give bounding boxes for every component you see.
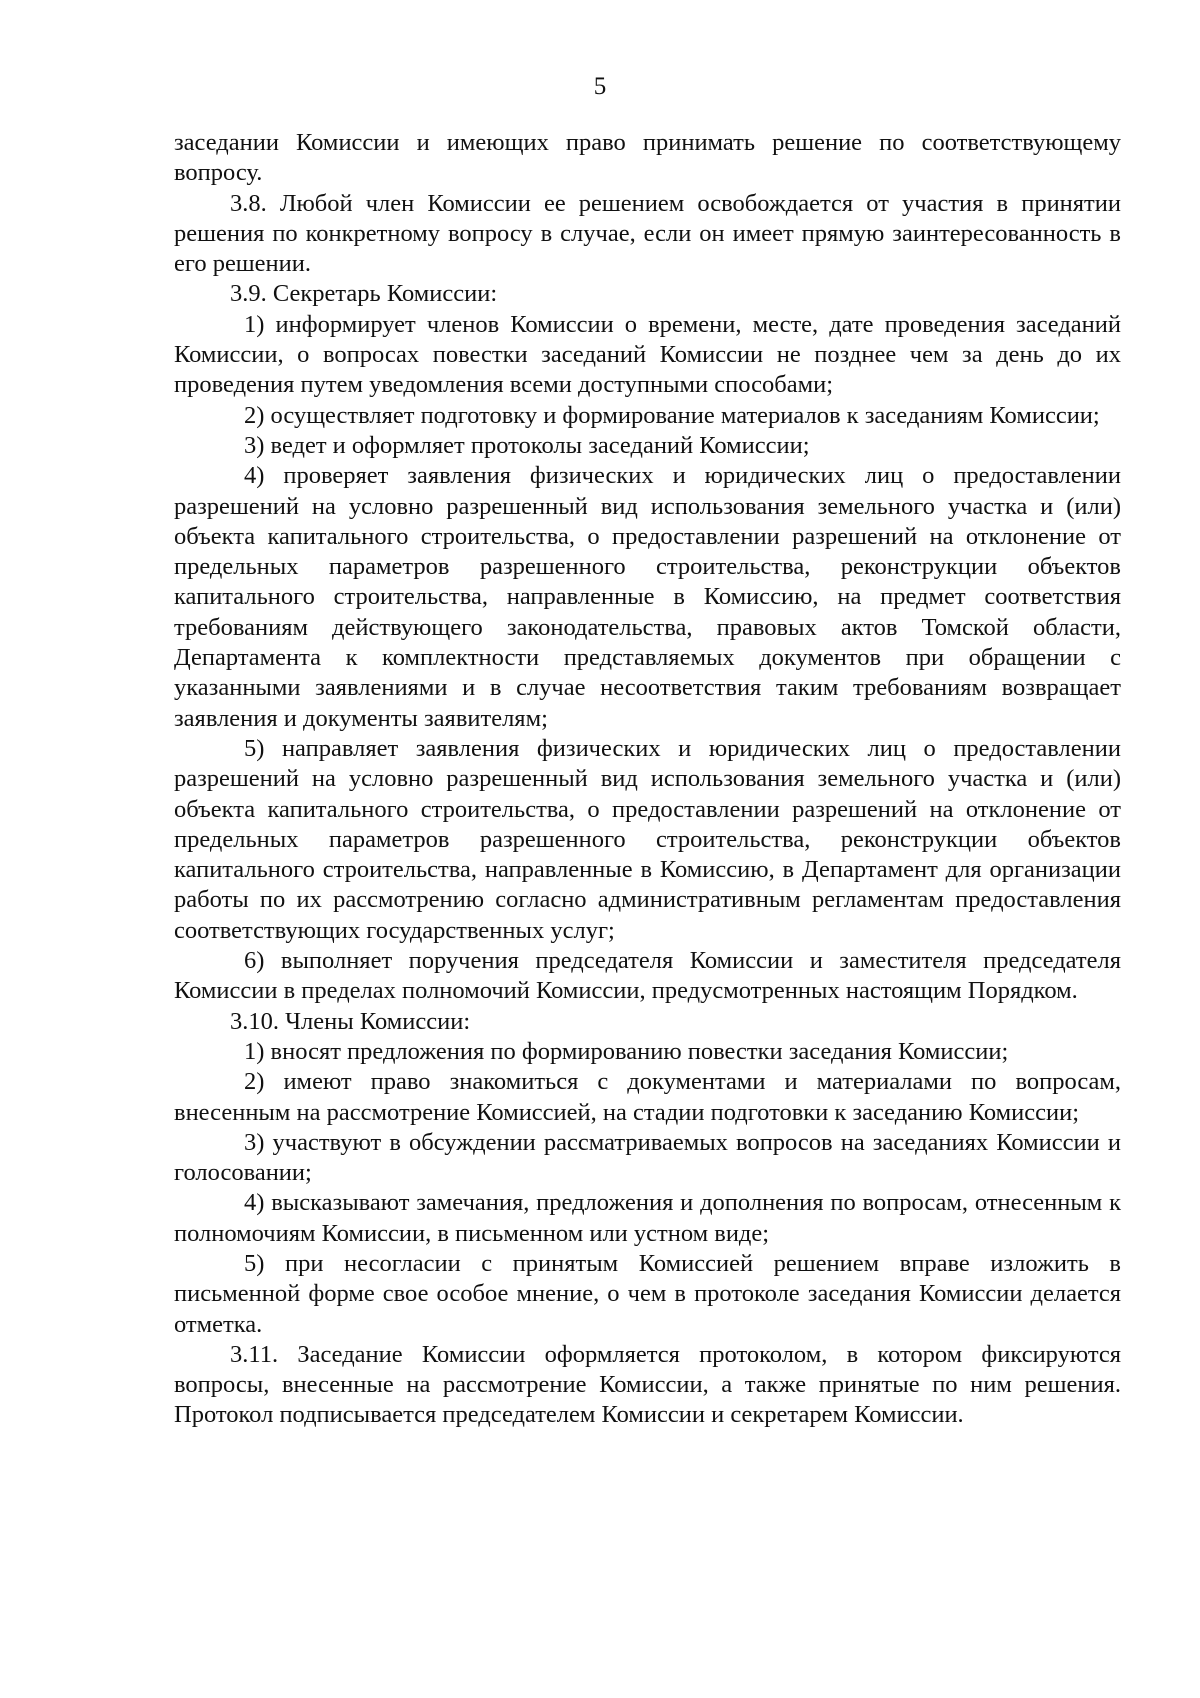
- paragraph-3-8: 3.8. Любой член Комиссии ее решением освобождается от участия в принятии решения по конкретному вопросу в случае, если он имеет прямую заинтересованность в его решении.: [174, 189, 1121, 278]
- list-item-3-10-3: 3) участвуют в обсуждении рассматриваемых вопросов на заседаниях Комиссии и голосовании;: [174, 1128, 1121, 1187]
- paragraph-3-9-heading: 3.9. Секретарь Комиссии:: [230, 280, 498, 308]
- list-item-3-9-6: 6) выполняет поручения председателя Комиссии и заместителя председателя Комиссии в пределах полномочий Комиссии, предусмотренных настоящим Порядком.: [174, 947, 1121, 1005]
- list-item-3-10-5: 5) при несогласии с принятым Комиссией решением вправе изложить в письменной форме свое особое мнение, о чем в протоколе заседания Комиссии делается отметка.: [174, 1249, 1121, 1338]
- paragraph-3-11: 3.11. Заседание Комиссии оформляется протоколом, в котором фиксируются вопросы, внесенные на рассмотрение Комиссии, а также принятые по ним решения. Протокол подписывается председателем Комиссии и секретарем Комиссии.: [174, 1340, 1121, 1429]
- list-item-3-9-1: 1) информирует членов Комиссии о времени, месте, дате проведения заседаний Комиссии, о вопросах повестки заседаний Комиссии не позднее чем за день до их проведения путем уведомления всеми доступными способами;: [174, 310, 1121, 399]
- list-item-3-9-2: 2) осуществляет подготовку и формирование материалов к заседаниям Комиссии;: [244, 401, 1100, 429]
- page-number: 5: [593, 73, 607, 100]
- paragraph-continuation: заседании Комиссии и имеющих право принимать решение по соответствующему вопросу.: [174, 129, 1121, 187]
- list-item-3-10-1: 1) вносят предложения по формированию повестки заседания Комиссии;: [244, 1037, 1009, 1065]
- list-item-3-9-5: 5) направляет заявления физических и юридических лиц о предоставлении разрешений на условно разрешенный вид использования земельного участка и (или) объекта капитального строительства, о предоставлении разрешений на отклонение от предельных параметров разрешенного строительства, реконструкции объектов капитального строительства, направленные в Комиссию, в Департамент для организации работы по их рассмотрению согласно административным регламентам предоставления соответствующих государственных услуг;: [174, 734, 1121, 944]
- paragraph-3-10-heading: 3.10. Члены Комиссии:: [230, 1007, 471, 1035]
- list-item-3-9-3: 3) ведет и оформляет протоколы заседаний Комиссии;: [244, 431, 810, 459]
- list-item-3-10-4: 4) высказывают замечания, предложения и дополнения по вопросам, отнесенным к полномочиям Комиссии, в письменном или устном виде;: [174, 1189, 1121, 1247]
- document-body: [174, 128, 1121, 1431]
- list-item-3-9-4: 4) проверяет заявления физических и юридических лиц о предоставлении разрешений на условно разрешенный вид использования земельного участка и (или) объекта капитального строительства, о предоставлении разрешений на отклонение от предельных параметров разрешенного строительства, реконструкции объектов капитального строительства, направленные в Комиссию, на предмет соответствия требованиям действующего законодательства, правовых актов Томской области, Департамента к комплектности представляемых документов при обращении с указанными заявлениями и в случае несоответствия таким требованиям возвращает заявления и документы заявителям;: [174, 462, 1121, 732]
- list-item-3-10-2: 2) имеют право знакомиться с документами и материалами по вопросам, внесенным на рассмотрение Комиссией, на стадии подготовки к заседанию Комиссии;: [174, 1068, 1121, 1126]
